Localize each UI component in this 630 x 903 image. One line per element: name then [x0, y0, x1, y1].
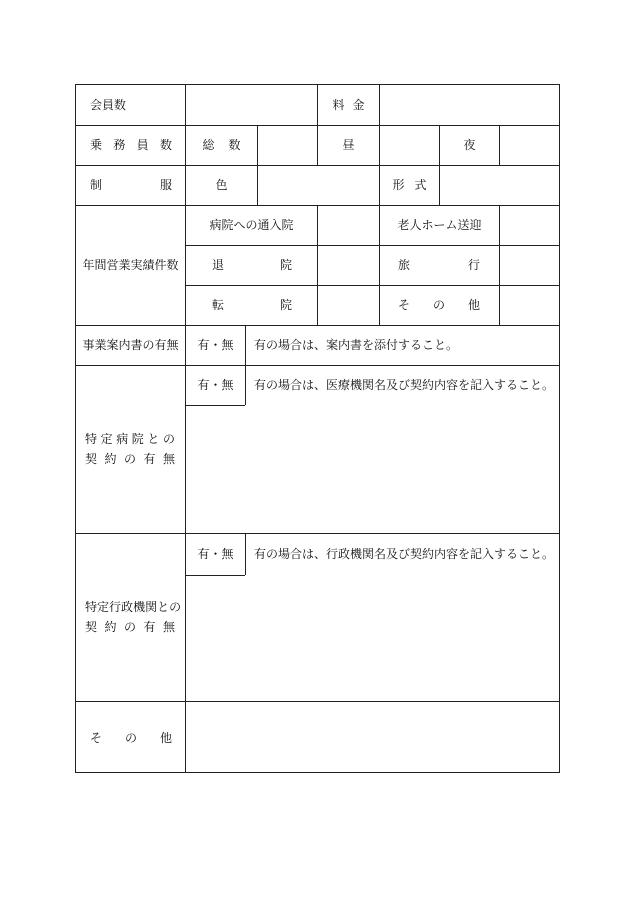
fee-label — [318, 97, 379, 113]
day-value-cell[interactable] — [380, 126, 439, 164]
style-value-cell[interactable] — [440, 166, 558, 204]
hospital-visits-value-cell[interactable] — [318, 206, 379, 244]
registration-form-table — [75, 84, 560, 773]
gov-contract-choice[interactable]: 有・無 — [197, 547, 234, 561]
other-label: そ の 他 — [90, 731, 172, 745]
hospital-contract-choice[interactable]: 有・無 — [197, 378, 234, 392]
members-label: 会員数 — [90, 98, 127, 112]
fee-label-text: 料 金 — [332, 98, 365, 112]
hospital-visits-label: 病院への通入院 — [209, 218, 294, 232]
gov-contract-details-area[interactable] — [186, 576, 558, 700]
night-label: 夜 — [463, 138, 476, 152]
transfer-value-cell[interactable] — [318, 286, 379, 324]
color-label: 色 — [215, 178, 228, 192]
nursing-home-label: 老人ホーム送迎 — [397, 218, 482, 232]
gov-contract-label-line1: 特 定 行 政 機 関 と の — [85, 600, 182, 614]
total-value-cell[interactable] — [258, 126, 317, 164]
other-count-value-cell[interactable] — [500, 286, 558, 324]
row-divider — [76, 325, 559, 326]
other-details-area[interactable] — [186, 702, 558, 772]
discharge-value-cell[interactable] — [318, 246, 379, 284]
brochure-note: 有の場合は、案内書を添付すること。 — [254, 338, 459, 352]
discharge-label: 退 院 — [212, 258, 292, 272]
total-label-text: 総 数 — [202, 138, 241, 152]
hospital-contract-label-line2: 契 約 の 有 無 — [85, 452, 175, 466]
transfer-label: 転 院 — [212, 298, 292, 312]
crew-label: 乗 務 員 数 — [90, 138, 172, 152]
gov-contract-label — [85, 597, 182, 637]
gov-contract-label-line2: 契 約 の 有 無 — [85, 620, 175, 634]
fee-value-cell[interactable] — [380, 86, 558, 124]
travel-label: 旅 行 — [398, 258, 480, 272]
uniform-label: 制 服 — [90, 178, 172, 192]
style-label-text: 形 式 — [392, 178, 427, 192]
row-divider — [76, 365, 559, 366]
hospital-contract-label — [85, 429, 175, 469]
brochure-choice[interactable]: 有・無 — [197, 338, 234, 352]
total-label — [186, 137, 257, 153]
annual-results-label: 年間営業実績件数 — [82, 258, 179, 272]
color-value-cell[interactable] — [258, 166, 379, 204]
hospital-contract-note: 有の場合は、医療機関名及び契約内容を記入すること。 — [254, 378, 555, 392]
nursing-home-value-cell[interactable] — [500, 206, 558, 244]
style-label — [380, 177, 439, 193]
members-value-cell[interactable] — [186, 86, 316, 124]
day-label: 昼 — [342, 138, 355, 152]
hospital-contract-label-line1: 特 定 病 院 と の — [85, 432, 175, 446]
row-divider — [76, 533, 559, 534]
gov-contract-note: 有の場合は、行政機関名及び契約内容を記入すること。 — [254, 547, 555, 561]
brochure-label: 事業案内書の有無 — [82, 338, 179, 352]
other-count-label: そ の 他 — [398, 298, 480, 312]
hospital-contract-details-area[interactable] — [186, 406, 558, 532]
night-value-cell[interactable] — [500, 126, 558, 164]
travel-value-cell[interactable] — [500, 246, 558, 284]
